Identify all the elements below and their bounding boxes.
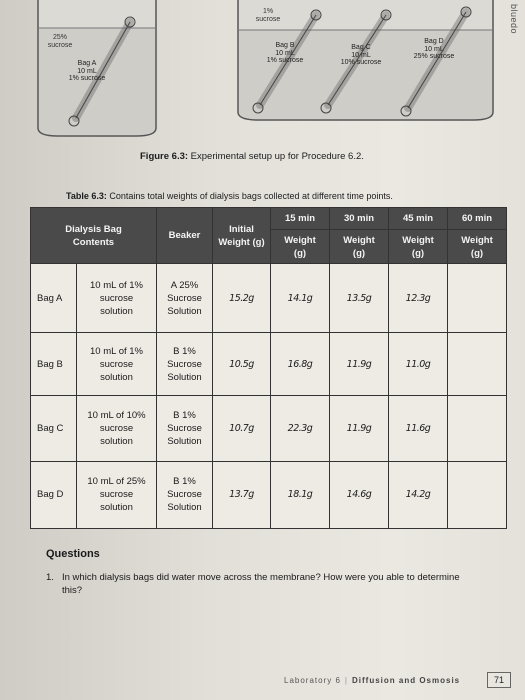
experimental-setup-figure	[28, 0, 498, 138]
row-contents: 10 mL of 25% sucrose solution	[77, 461, 157, 528]
row-bag-name: Bag A	[31, 264, 77, 333]
row-contents: 10 mL of 1% sucrose solution	[77, 264, 157, 333]
row-initial-weight: 15.2g	[213, 264, 271, 333]
row-beaker: B 1% Sucrose Solution	[157, 333, 213, 396]
row-weight-15: 14.1g	[271, 264, 330, 333]
row-initial-weight: 10.7g	[213, 396, 271, 461]
table-row	[31, 396, 507, 461]
figure-caption-text: Experimental setup up for Procedure 6.2.	[188, 151, 364, 162]
row-weight-60	[448, 333, 507, 396]
page-number: 71	[487, 672, 511, 688]
table-caption-text: Contains total weights of dialysis bags collected at different time points.	[106, 191, 393, 201]
beaker-b-label: 1% sucrose	[255, 8, 281, 23]
header-15min: 15 min	[271, 208, 330, 230]
header-30min: 30 min	[330, 208, 389, 230]
header-45min: 45 min	[389, 208, 448, 230]
bag-d-label: Bag D 10 mL 25% sucrose	[413, 38, 455, 60]
row-weight-15: 22.3g	[271, 396, 330, 461]
row-weight-15: 16.8g	[271, 333, 330, 396]
row-weight-45: 14.2g	[389, 461, 448, 528]
row-weight-45: 12.3g	[389, 264, 448, 333]
row-bag-name: Bag C	[31, 396, 77, 461]
beaker-a-label: 25% sucrose	[47, 34, 73, 49]
footer-laboratory: Laboratory 6	[284, 676, 341, 685]
header-initial-weight: Initial Weight (g)	[213, 208, 271, 264]
row-beaker: A 25% Sucrose Solution	[157, 264, 213, 333]
page-footer: Laboratory 6 | Diffusion and Osmosis	[284, 676, 461, 685]
row-weight-30: 11.9g	[330, 396, 389, 461]
header-60min: 60 min	[448, 208, 507, 230]
row-weight-30: 13.5g	[330, 264, 389, 333]
questions-heading: Questions	[46, 548, 100, 560]
header-weight-15: Weight (g)	[271, 230, 330, 264]
table-row	[31, 264, 507, 333]
row-weight-60	[448, 264, 507, 333]
table-row	[31, 333, 507, 396]
question-number: 1.	[46, 572, 54, 583]
row-initial-weight: 10.5g	[213, 333, 271, 396]
row-weight-60	[448, 396, 507, 461]
row-weight-45: 11.0g	[389, 333, 448, 396]
row-beaker: B 1% Sucrose Solution	[157, 396, 213, 461]
row-beaker: B 1% Sucrose Solution	[157, 461, 213, 528]
row-weight-15: 18.1g	[271, 461, 330, 528]
header-beaker: Beaker	[157, 208, 213, 264]
bag-a-label: Bag A 10 mL 1% sucrose	[68, 60, 106, 82]
row-initial-weight: 13.7g	[213, 461, 271, 528]
header-weight-30: Weight (g)	[330, 230, 389, 264]
header-contents: Dialysis Bag Contents	[31, 208, 157, 264]
figure-caption	[140, 151, 364, 162]
row-weight-60	[448, 461, 507, 528]
bag-c-label: Bag C 10 mL 10% sucrose	[340, 44, 382, 66]
row-bag-name: Bag B	[31, 333, 77, 396]
bag-b-label: Bag B 10 mL 1% sucrose	[266, 42, 304, 64]
publisher-mark: bluedo	[509, 4, 519, 35]
row-contents: 10 mL of 1% sucrose solution	[77, 333, 157, 396]
header-weight-45: Weight (g)	[389, 230, 448, 264]
row-weight-30: 11.9g	[330, 333, 389, 396]
question-item	[46, 571, 466, 597]
table-row	[31, 461, 507, 528]
dialysis-weights-table	[30, 207, 507, 529]
figure-caption-label: Figure 6.3:	[140, 151, 189, 162]
row-bag-name: Bag D	[31, 461, 77, 528]
footer-title: Diffusion and Osmosis	[352, 676, 461, 685]
row-weight-45: 11.6g	[389, 396, 448, 461]
table-caption	[66, 191, 393, 201]
row-weight-30: 14.6g	[330, 461, 389, 528]
question-text: In which dialysis bags did water move across the membrane? How were you able to determine this?	[62, 572, 460, 596]
row-contents: 10 mL of 10% sucrose solution	[77, 396, 157, 461]
header-weight-60: Weight (g)	[448, 230, 507, 264]
table-caption-label: Table 6.3:	[66, 191, 107, 201]
